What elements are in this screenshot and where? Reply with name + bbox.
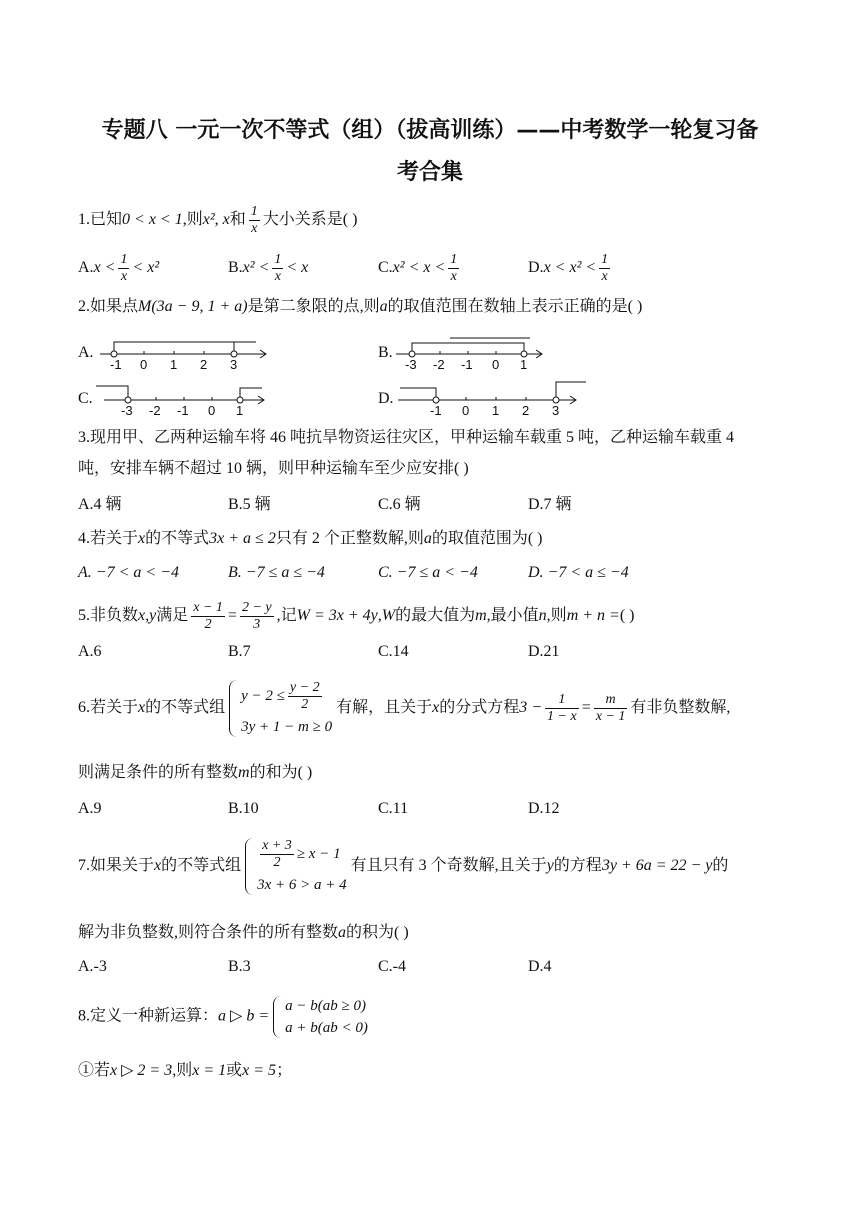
q4-stem-c: 只有 2 个正整数解,则	[275, 530, 424, 547]
question-5	[78, 600, 798, 633]
q1-option-b[interactable]	[228, 252, 308, 285]
q8-stem: 8.定义一种新运算：	[78, 1007, 219, 1025]
case-1: a − b(ab ≥ 0)	[285, 998, 366, 1014]
frac-den: 2	[273, 855, 281, 870]
option-label: A.	[78, 259, 94, 277]
tick-label: 3	[552, 403, 560, 418]
question-3-line-1: 3.现用甲、乙两种运输车将 46 吨抗旱物资运往灾区，甲种运输车载重 5 吨，乙种运输车载重 4	[78, 429, 735, 446]
q4-inequality: 3x + a ≤ 2	[209, 530, 276, 547]
frac-num: 1	[545, 692, 579, 709]
q7-stem-e: 的	[712, 857, 729, 875]
q5-stem-c: ,记	[276, 607, 297, 625]
tick-label: -1	[110, 357, 122, 372]
q4-stem-d: 的取值范围为( )	[431, 530, 543, 547]
question-6	[78, 680, 798, 737]
tick-label: -3	[405, 357, 417, 372]
q5-stem-e: 的最大值为	[395, 607, 476, 625]
question-4	[78, 528, 798, 550]
q6-line2-m: m	[238, 764, 250, 781]
tick-label: -1	[430, 403, 442, 418]
q2-option-c-label[interactable]: C.	[78, 390, 93, 407]
q7-system	[245, 838, 347, 895]
q6-option-b[interactable]: B.10	[228, 800, 259, 817]
q8-item1-f: ；	[276, 1062, 293, 1079]
open-circle	[231, 351, 237, 357]
q6-stem: 6.若关于	[78, 699, 139, 717]
tick-label: 1	[520, 357, 528, 372]
frac-den: x	[120, 269, 128, 284]
q8-item1-d: 或	[226, 1062, 243, 1079]
q8-item1-eq: x ▷ 2 = 3	[110, 1062, 173, 1079]
option-fraction	[118, 252, 129, 285]
q7-stem-b: 的不等式组	[161, 857, 242, 875]
q6-line2-b: 的和为( )	[249, 764, 313, 781]
tick-label: 0	[140, 357, 148, 372]
system-row-1	[241, 680, 332, 713]
q5-w: W = 3x + 4y	[296, 607, 378, 625]
q2-point: M(3a − 9, 1 + a)	[138, 298, 248, 315]
question-3-line-2: 吨，安排车辆不超过 10 辆，则甲种运输车至少应安排( )	[78, 460, 469, 477]
option-pre: x <	[93, 259, 116, 277]
question-6-line-2	[78, 762, 798, 784]
brace	[229, 680, 240, 737]
option-pre: x < x² <	[543, 259, 597, 277]
q1-option-c[interactable]	[378, 252, 462, 285]
frac-den: x	[601, 269, 608, 284]
q7-option-d[interactable]: D.4	[528, 958, 552, 975]
q1-option-d[interactable]	[528, 252, 613, 285]
tick-label: -2	[149, 403, 161, 418]
q3-option-a[interactable]: A.4 辆	[78, 496, 122, 513]
option-post: < x²	[132, 259, 160, 277]
q5-n: n	[538, 607, 547, 625]
q5-fraction-2	[240, 600, 274, 633]
q2-option-a-label[interactable]: A.	[78, 344, 94, 361]
frac-den: 2	[204, 617, 212, 632]
frac-num: x + 3	[262, 838, 292, 853]
q5-option-d[interactable]: D.21	[528, 643, 560, 660]
q6-eq-frac-2	[594, 692, 628, 725]
q2-stem-c: 的取值范围在数轴上表示正确的是( )	[387, 298, 643, 315]
row1-frac	[260, 838, 294, 871]
q2-var: a	[379, 298, 388, 315]
q7-line2-var: a	[338, 924, 347, 941]
frac-num: 1	[120, 252, 128, 267]
q1-fraction	[249, 204, 260, 237]
q7-stem: 7.如果关于	[78, 857, 155, 875]
open-circle	[521, 351, 527, 357]
q7-stem-d: 的方程	[553, 857, 602, 875]
open-circle	[111, 351, 117, 357]
q6-stem-d: 的分式方程	[439, 699, 520, 717]
frac-den: 2	[301, 697, 309, 712]
q2-stem: 2.如果点	[78, 298, 139, 315]
q7-var-x: x	[154, 857, 162, 875]
tick-label: 2	[200, 357, 208, 372]
q4-stem: 4.若关于	[78, 530, 139, 547]
q2-option-b-label[interactable]: B.	[378, 344, 393, 361]
q7-line2-b: 的积为( )	[346, 924, 409, 941]
q5-option-b[interactable]: B.7	[228, 643, 251, 660]
q6-line2-a: 则满足条件的所有整数	[78, 764, 239, 781]
q2-stem-b: 是第二象限的点,则	[247, 298, 380, 315]
q8-item1-a: ①若	[78, 1062, 111, 1079]
question-1	[78, 204, 798, 237]
q5-stem-h: ( )	[619, 607, 635, 625]
open-circle	[125, 397, 131, 403]
q5-stem-d: ,	[377, 607, 382, 625]
q6-stem-c: 有解，且关于	[336, 699, 433, 717]
q3-option-c[interactable]: C.6 辆	[378, 496, 421, 513]
frac-num: 1	[274, 252, 282, 267]
q6-system	[229, 680, 332, 737]
q5-w2: W	[381, 607, 396, 625]
q1-stem-c: 大小关系是( )	[262, 211, 358, 229]
q7-option-b[interactable]: B.3	[228, 958, 251, 975]
option-post: < x	[286, 259, 309, 277]
q1-terms: x², x	[202, 211, 230, 229]
q2-option-a-number-line[interactable]	[96, 334, 276, 378]
q1-frac-den: x	[251, 221, 258, 236]
q4-var-a: a	[423, 530, 432, 547]
question-8-item-1	[78, 1060, 798, 1082]
frac-num: x − 1	[193, 600, 223, 615]
q1-stem: 1.已知	[78, 211, 123, 229]
open-circle	[237, 397, 243, 403]
q5-mn: m + n =	[566, 607, 620, 625]
option-fraction	[272, 252, 283, 285]
open-circle	[433, 397, 439, 403]
q6-option-d[interactable]: D.12	[528, 800, 560, 817]
q6-stem-b: 的不等式组	[145, 699, 226, 717]
q5-stem-g: ,则	[546, 607, 567, 625]
system-row-1	[257, 838, 347, 871]
system-row-2: 3x + 6 > a + 4	[257, 877, 347, 893]
option-label: C.	[378, 259, 393, 277]
frac-den: x	[450, 269, 457, 284]
tick-label: 1	[170, 357, 178, 372]
question-8	[78, 996, 798, 1038]
case-2: a + b(ab < 0)	[285, 1020, 368, 1036]
option-fraction	[599, 252, 610, 285]
tick-label: 0	[462, 403, 470, 418]
q8-item1-e: x = 5	[242, 1062, 277, 1079]
tick-label: 3	[230, 357, 238, 372]
range-right	[556, 382, 586, 397]
q6-var-x2: x	[432, 699, 440, 717]
range-right	[240, 388, 262, 397]
q8-item1-b: ,则	[172, 1062, 193, 1079]
tick-label: -1	[177, 403, 189, 418]
option-pre: x² < x <	[392, 259, 446, 277]
tick-label: 2	[522, 403, 530, 418]
option-label: D.	[528, 259, 544, 277]
frac-num: 2 − y	[241, 600, 272, 615]
q2-option-d-number-line[interactable]	[396, 378, 596, 424]
q3-option-b[interactable]: B.5 辆	[228, 496, 271, 513]
q2-option-c-number-line[interactable]	[94, 380, 274, 424]
q7-stem-c: 有且只有 3 个奇数解,且关于	[350, 857, 547, 875]
brace	[245, 838, 256, 895]
q5-vars: x,y	[138, 607, 157, 625]
q5-option-c[interactable]: C.14	[378, 643, 409, 660]
q7-option-c[interactable]: C.-4	[378, 958, 406, 975]
q4-var-x: x	[138, 530, 146, 547]
range-bracket	[114, 342, 234, 351]
q1-and: 和	[229, 211, 246, 229]
title-line-1: 专题八 一元一次不等式（组）（拔高训练）——中考数学一轮复习备	[101, 118, 759, 143]
q1-condition: 0 < x < 1	[122, 211, 183, 229]
question-7	[78, 838, 798, 895]
q1-frac-num: 1	[250, 204, 258, 219]
q5-stem: 5.非负数	[78, 607, 139, 625]
tick-label: 0	[208, 403, 216, 418]
tick-label: -3	[121, 403, 133, 418]
q1-stem-b: ,则	[182, 211, 203, 229]
range-left	[400, 388, 436, 397]
q7-equation: 3y + 6a = 22 − y	[601, 857, 713, 875]
frac-num: 1	[601, 252, 609, 267]
question-2	[78, 296, 798, 318]
brace	[273, 996, 284, 1038]
q4-option-b[interactable]: B. −7 ≤ a ≤ −4	[228, 564, 325, 581]
q4-option-d[interactable]: D. −7 < a ≤ −4	[528, 564, 629, 581]
frac-den: x − 1	[595, 709, 626, 724]
tick-label: 1	[492, 403, 500, 418]
q5-stem-f: ,最小值	[486, 607, 539, 625]
q7-option-a[interactable]: A.-3	[78, 958, 107, 975]
range-left	[96, 386, 128, 397]
tick-label: 1	[236, 403, 244, 418]
q5-fraction-1	[191, 600, 225, 633]
q3-option-d[interactable]: D.7 辆	[528, 496, 572, 513]
open-circle	[553, 397, 559, 403]
question-7-line-2	[78, 922, 798, 944]
q2-option-d-label[interactable]: D.	[378, 390, 394, 407]
range-bracket	[412, 343, 524, 351]
q6-eq-a: 3 −	[519, 699, 543, 717]
row1-lhs: y − 2 ≤	[241, 687, 285, 704]
q5-option-a[interactable]: A.6	[78, 643, 102, 660]
row1-frac	[288, 680, 322, 713]
q6-option-c[interactable]: C.11	[378, 800, 409, 817]
option-label: B.	[228, 259, 243, 277]
option-fraction	[448, 252, 459, 285]
open-circle	[409, 351, 415, 357]
q6-eq-frac-1	[545, 692, 579, 725]
frac-num: m	[594, 692, 628, 709]
tick-label: -1	[461, 357, 473, 372]
frac-den: x	[274, 269, 281, 284]
system-row-2: 3y + 1 − m ≥ 0	[241, 719, 333, 735]
q1-option-a[interactable]	[78, 252, 159, 285]
q5-m: m	[475, 607, 487, 625]
q6-option-a[interactable]: A.9	[78, 800, 102, 817]
q2-option-b-number-line[interactable]	[394, 334, 554, 378]
q5-stem-b: 满足	[156, 607, 189, 625]
q4-stem-b: 的不等式	[145, 530, 210, 547]
q6-eq-sign: =	[581, 699, 591, 717]
q4-option-c[interactable]: C. −7 ≤ a < −4	[378, 564, 478, 581]
q5-eq: =	[227, 607, 237, 625]
frac-num: y − 2	[289, 680, 320, 695]
q8-piecewise	[273, 996, 368, 1038]
row1-rhs: ≥ x − 1	[296, 845, 341, 862]
frac-den: 1 − x	[547, 709, 577, 724]
q6-stem-e: 有非负整数解,	[630, 699, 731, 717]
q4-option-a[interactable]: A. −7 < a < −4	[78, 564, 179, 581]
frac-den: 3	[253, 617, 261, 632]
frac-num: 1	[450, 252, 458, 267]
tick-label: -2	[433, 357, 445, 372]
q8-item1-c: x = 1	[192, 1062, 227, 1079]
tick-label: 0	[492, 357, 500, 372]
q8-operator: a ▷ b =	[218, 1007, 270, 1025]
q7-line2-a: 解为非负整数,则符合条件的所有整数	[78, 924, 339, 941]
option-pre: x² <	[242, 259, 270, 277]
q7-var-y: y	[546, 857, 554, 875]
title-line-2: 考合集	[396, 160, 463, 185]
q6-var-x: x	[138, 699, 146, 717]
